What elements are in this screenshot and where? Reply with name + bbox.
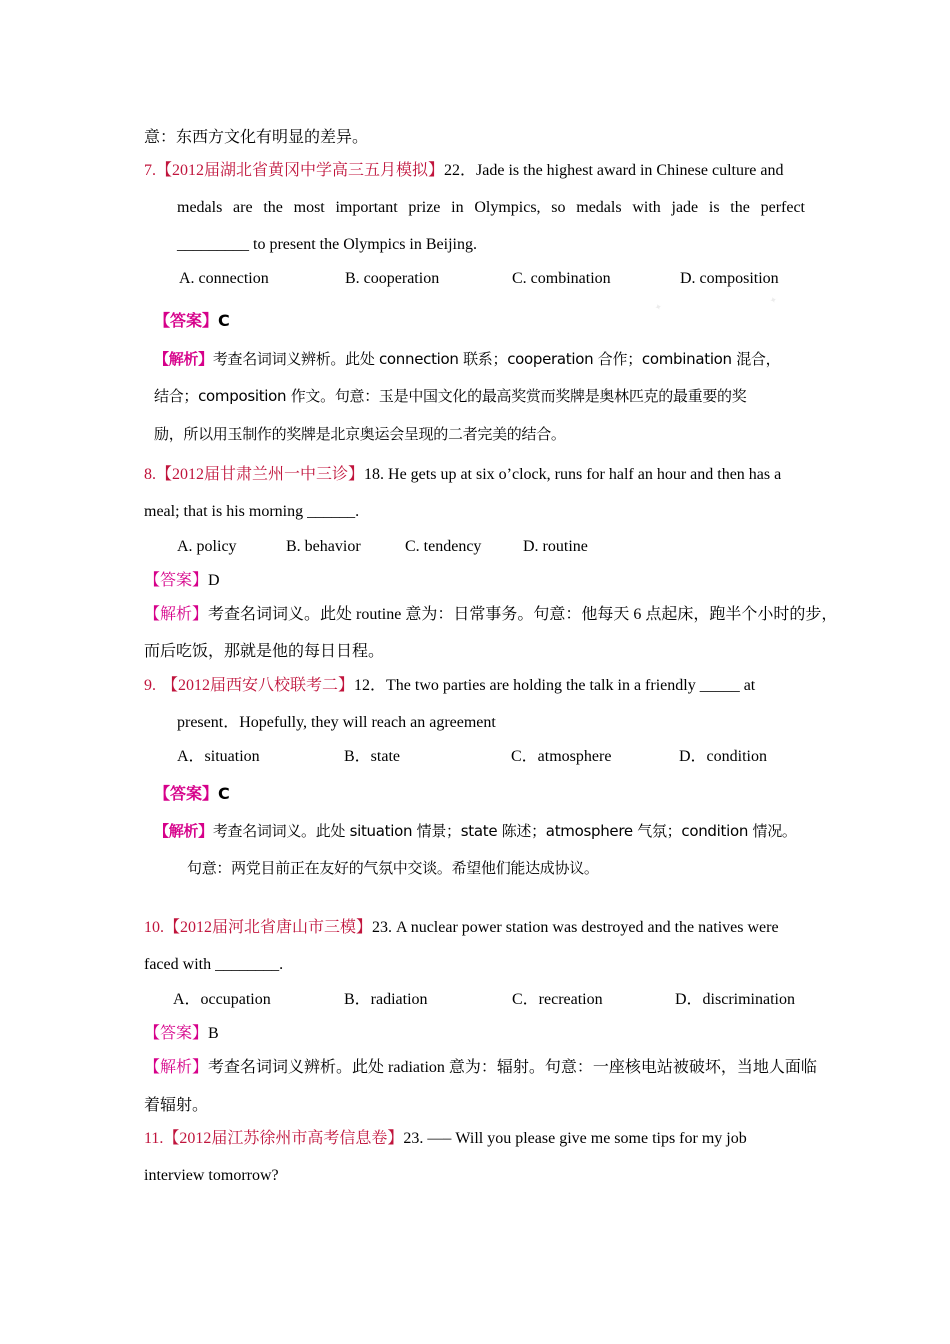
question-number: 10.: [144, 919, 164, 936]
question-number: 11.: [144, 1130, 164, 1147]
option-b: B. behavior: [286, 538, 361, 555]
option-c: C. tendency: [405, 538, 482, 555]
intro-line: 意：东西方文化有明显的差异。: [144, 129, 369, 146]
question-text: faced with ________.: [144, 956, 284, 973]
option-a: A. connection: [179, 270, 269, 287]
answer-label: 【答案】: [154, 784, 219, 803]
analysis-line: [144, 605, 837, 625]
question-11-header: [144, 1129, 747, 1149]
question-text: 22．Jade is the highest award in Chinese culture and: [444, 162, 784, 179]
question-10-header: [144, 918, 779, 938]
question-text: 23. —– Will you please give me some tips for my job: [403, 1130, 747, 1147]
option-d: D. routine: [523, 538, 588, 555]
analysis-text: 着辐射。: [144, 1097, 209, 1114]
question-8-header: [144, 465, 781, 485]
analysis-text: 考查名词词义辨析。此处 radiation 意为：辐射。句意：一座核电站被破坏，当地人面临: [208, 1059, 817, 1076]
question-text: medals are the most important prize in Olympics, so medals with jade is the perfect: [177, 199, 805, 216]
option-a: A．occupation: [173, 991, 271, 1008]
answer-value: C: [218, 311, 230, 330]
question-text: 18. He gets up at six o’clock, runs for half an hour and then has a: [364, 466, 782, 483]
watermark: ✦: [768, 295, 779, 307]
question-source: 【2012届西安八校联考二】: [162, 677, 355, 694]
answer-label: 【答案】: [144, 1025, 209, 1042]
question-text: interview tomorrow?: [144, 1167, 279, 1184]
option-c: C. combination: [512, 270, 611, 287]
analysis-text: 而后吃饭，那就是他的每日日程。: [144, 643, 385, 660]
answer-value: D: [208, 572, 220, 589]
question-text: present．Hopefully, they will reach an agreement: [177, 714, 496, 731]
analysis-text: 句意：两党目前正在友好的气氛中交谈。希望他们能达成协议。: [187, 859, 599, 877]
option-d: D．condition: [679, 748, 767, 765]
analysis-text: 考查名词词义。此处 routine 意为：日常事务。句意：他每天 6 点起床，跑半个小时的步，: [208, 606, 838, 623]
analysis-text: 励，所以用玉制作的奖牌是北京奥运会呈现的二者完美的结合。: [154, 425, 566, 443]
option-c: C．recreation: [512, 991, 603, 1008]
option-b: B. cooperation: [345, 270, 440, 287]
question-number: 8.: [144, 466, 156, 483]
question-text: _________ to present the Olympics in Beijing.: [177, 236, 477, 253]
answer-value: B: [208, 1025, 219, 1042]
answer-line: [154, 311, 230, 331]
answer-line: [154, 784, 230, 804]
analysis-text: 结合；composition 作文。句意：玉是中国文化的最高奖赏而奖牌是奥林匹克的最重要的奖: [154, 387, 747, 405]
answer-value: C: [218, 784, 230, 803]
question-source: 【2012届湖北省黄冈中学高三五月模拟】: [156, 162, 445, 179]
option-d: D. composition: [680, 270, 779, 287]
question-source: 【2012届河北省唐山市三模】: [164, 919, 373, 936]
analysis-line: [154, 821, 797, 841]
analysis-text: 考查名词词义。此处 situation 情景；state 陈述；atmosphere 气氛；condition 情况。: [212, 822, 797, 840]
question-text: 23. A nuclear power station was destroyed and the natives were: [372, 919, 779, 936]
question-text: 12．The two parties are holding the talk in a friendly _____ at: [354, 677, 756, 694]
option-a: A. policy: [177, 538, 237, 555]
question-text: meal; that is his morning ______.: [144, 503, 360, 520]
option-a: A．situation: [177, 748, 260, 765]
analysis-label: 【解析】: [144, 606, 209, 623]
answer-line: [144, 1024, 219, 1044]
watermark: ✦: [653, 302, 664, 314]
question-7-header: [144, 161, 784, 181]
question-9-header: [144, 676, 755, 696]
answer-label: 【答案】: [154, 311, 219, 330]
question-number: 7.: [144, 162, 156, 179]
answer-label: 【答案】: [144, 572, 209, 589]
option-b: B．radiation: [344, 991, 428, 1008]
question-source: 【2012届甘肃兰州一中三诊】: [156, 466, 365, 483]
option-c: C．atmosphere: [511, 748, 612, 765]
option-b: B．state: [344, 748, 400, 765]
analysis-text: 考查名词词义辨析。此处 connection 联系；cooperation 合作；combination 混合，: [212, 350, 781, 368]
analysis-line: [154, 349, 780, 369]
option-d: D．discrimination: [675, 991, 795, 1008]
question-number: 9.: [144, 677, 156, 694]
analysis-label: 【解析】: [154, 350, 213, 368]
analysis-label: 【解析】: [154, 822, 213, 840]
analysis-label: 【解析】: [144, 1059, 209, 1076]
question-source: 【2012届江苏徐州市高考信息卷】: [163, 1130, 404, 1147]
answer-line: [144, 571, 220, 591]
analysis-line: [144, 1058, 817, 1078]
